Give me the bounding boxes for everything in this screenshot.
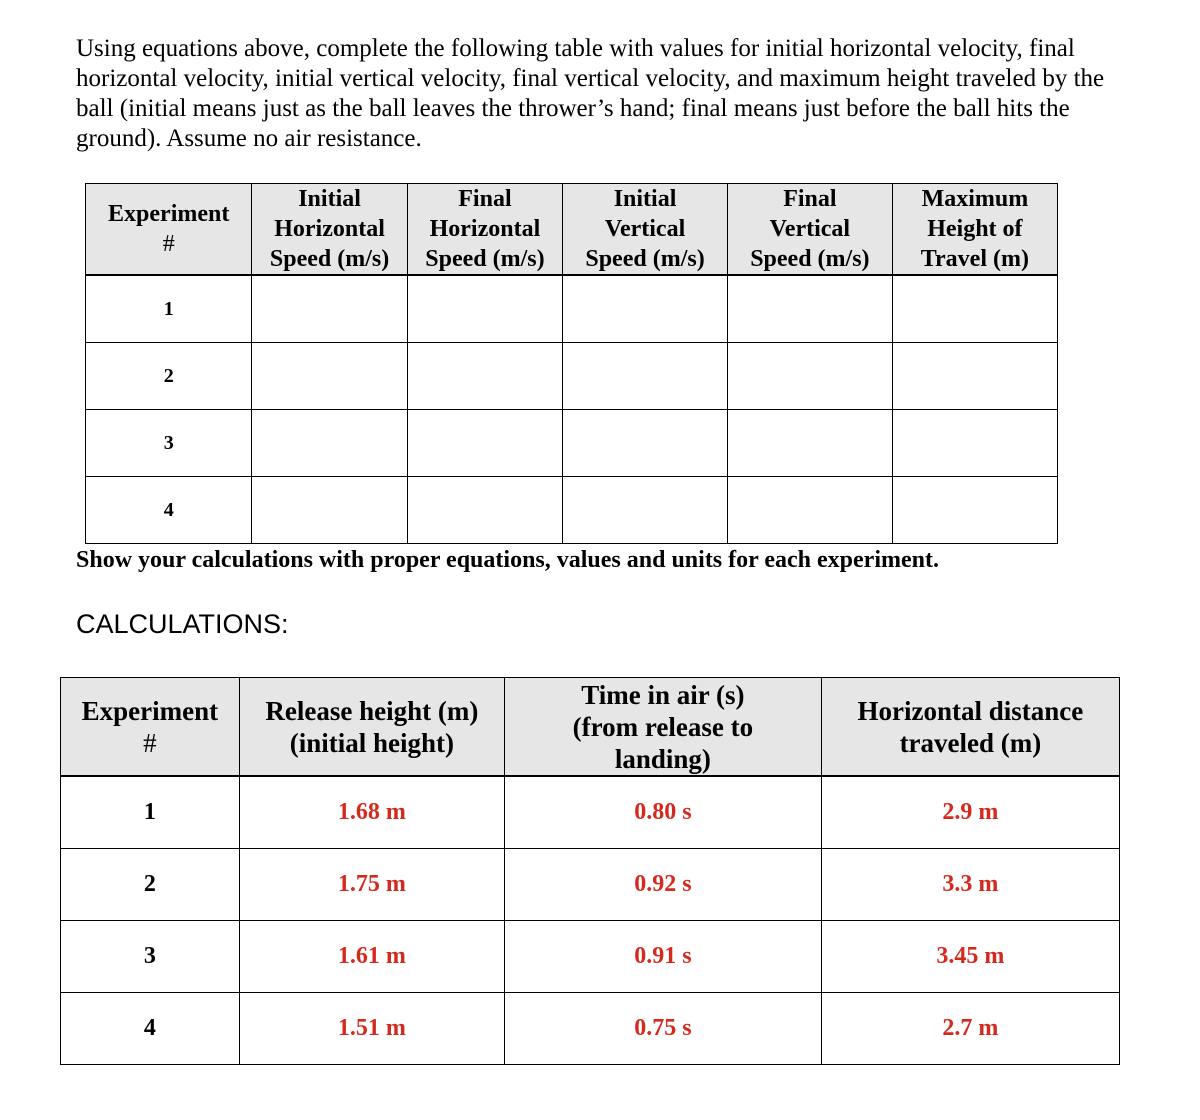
header-line: Vertical bbox=[769, 216, 851, 242]
header-line: Time in air (s) bbox=[581, 679, 745, 710]
time-in-air-value: 0.92 s bbox=[504, 849, 821, 921]
table-row bbox=[86, 343, 1058, 410]
header-line: Initial bbox=[298, 186, 361, 212]
header-line: Vertical bbox=[604, 216, 686, 242]
empty-cell[interactable] bbox=[727, 410, 892, 477]
empty-cell[interactable] bbox=[892, 477, 1057, 544]
empty-cell[interactable] bbox=[252, 477, 407, 544]
horizontal-distance-value: 3.45 m bbox=[821, 921, 1119, 993]
empty-cell[interactable] bbox=[252, 343, 407, 410]
header-line: Final bbox=[458, 186, 512, 212]
header-line: Height of bbox=[927, 216, 1023, 242]
empty-cell[interactable] bbox=[407, 410, 562, 477]
empty-cell[interactable] bbox=[252, 410, 407, 477]
header-line: Release height (m) bbox=[265, 695, 479, 726]
header-line: traveled (m) bbox=[899, 727, 1042, 758]
experiment-number: 2 bbox=[61, 849, 240, 921]
calculation-instruction: Show your calculations with proper equations, values and units for each experiment. bbox=[76, 547, 939, 573]
empty-cell[interactable] bbox=[727, 477, 892, 544]
header-line: Horizontal distance bbox=[857, 695, 1084, 726]
table-row bbox=[61, 849, 1120, 921]
velocity-table bbox=[85, 183, 1058, 544]
header-time-in-air bbox=[504, 678, 821, 777]
header-line: Final bbox=[783, 186, 837, 212]
header-maximum-height bbox=[892, 184, 1057, 276]
measurements-table bbox=[60, 677, 1120, 1065]
empty-cell[interactable] bbox=[563, 275, 728, 343]
header-line: Initial bbox=[613, 186, 677, 212]
empty-cell[interactable] bbox=[892, 343, 1057, 410]
empty-cell[interactable] bbox=[407, 275, 562, 343]
header-line: # bbox=[162, 231, 175, 257]
empty-cell[interactable] bbox=[727, 343, 892, 410]
empty-cell[interactable] bbox=[563, 343, 728, 410]
empty-cell[interactable] bbox=[407, 477, 562, 544]
header-line: Horizontal bbox=[274, 216, 385, 242]
experiment-number: 3 bbox=[61, 921, 240, 993]
empty-cell[interactable] bbox=[727, 275, 892, 343]
experiment-number: 1 bbox=[86, 275, 252, 343]
release-height-value: 1.75 m bbox=[239, 849, 504, 921]
table-row bbox=[86, 275, 1058, 343]
header-final-vertical-speed bbox=[727, 184, 892, 276]
header-line: landing) bbox=[614, 743, 711, 774]
header-line: Speed (m/s) bbox=[585, 246, 705, 272]
header-initial-horizontal-speed bbox=[252, 184, 407, 276]
experiment-number: 3 bbox=[86, 410, 252, 477]
header-experiment bbox=[86, 184, 252, 276]
experiment-number: 1 bbox=[61, 776, 240, 849]
table-row bbox=[61, 993, 1120, 1065]
experiment-number: 4 bbox=[86, 477, 252, 544]
empty-cell[interactable] bbox=[252, 275, 407, 343]
horizontal-distance-value: 2.9 m bbox=[821, 776, 1119, 849]
release-height-value: 1.51 m bbox=[239, 993, 504, 1065]
header-line: Maximum bbox=[921, 186, 1029, 212]
table-row bbox=[61, 921, 1120, 993]
experiment-number: 2 bbox=[86, 343, 252, 410]
time-in-air-value: 0.80 s bbox=[504, 776, 821, 849]
release-height-value: 1.68 m bbox=[239, 776, 504, 849]
table-row bbox=[86, 410, 1058, 477]
horizontal-distance-value: 3.3 m bbox=[821, 849, 1119, 921]
instructions-paragraph: Using equations above, complete the following table with values for initial horizontal velocity, final horizontal velocity, initial vertical velocity, final vertical velocity, and maximum height traveled by the ball (initial means just as the ball leaves the thrower’s hand; final means just before the ball hits the ground). Assume no air resistance. bbox=[76, 35, 1105, 152]
header-line: (initial height) bbox=[289, 727, 454, 758]
header-line: Horizontal bbox=[429, 216, 541, 242]
header-line: Speed (m/s) bbox=[425, 246, 545, 272]
header-line: Travel (m) bbox=[920, 246, 1029, 272]
velocity-table-header-row bbox=[86, 184, 1058, 276]
header-line: Experiment bbox=[108, 201, 230, 227]
header-line: Speed (m/s) bbox=[269, 246, 390, 272]
header-initial-vertical-speed bbox=[563, 184, 728, 276]
experiment-number: 4 bbox=[61, 993, 240, 1065]
measurements-table-header-row bbox=[61, 678, 1120, 777]
empty-cell[interactable] bbox=[563, 477, 728, 544]
time-in-air-value: 0.75 s bbox=[504, 993, 821, 1065]
empty-cell[interactable] bbox=[892, 410, 1057, 477]
header-line: (from release to bbox=[572, 711, 754, 742]
empty-cell[interactable] bbox=[563, 410, 728, 477]
empty-cell[interactable] bbox=[407, 343, 562, 410]
header-line: # bbox=[143, 727, 157, 758]
header-release-height bbox=[239, 678, 504, 777]
release-height-value: 1.61 m bbox=[239, 921, 504, 993]
header-final-horizontal-speed bbox=[407, 184, 562, 276]
header-horizontal-distance bbox=[821, 678, 1119, 777]
table-row bbox=[86, 477, 1058, 544]
header-experiment bbox=[61, 678, 240, 777]
header-line: Experiment bbox=[81, 695, 219, 726]
calculations-heading: CALCULATIONS: bbox=[76, 609, 289, 639]
empty-cell[interactable] bbox=[892, 275, 1057, 343]
header-line: Speed (m/s) bbox=[750, 246, 870, 272]
horizontal-distance-value: 2.7 m bbox=[821, 993, 1119, 1065]
time-in-air-value: 0.91 s bbox=[504, 921, 821, 993]
table-row bbox=[61, 776, 1120, 849]
